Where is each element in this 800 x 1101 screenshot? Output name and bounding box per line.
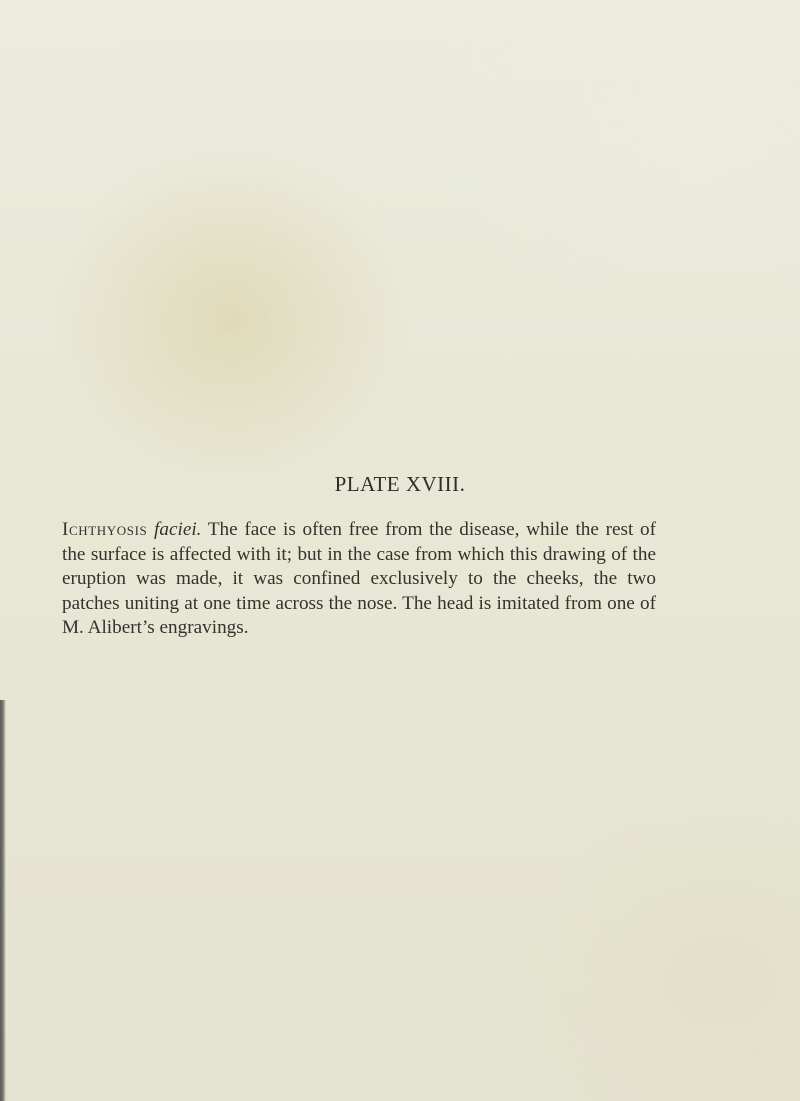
plate-description: [62, 518, 656, 641]
disease-species: faciei.: [154, 519, 202, 540]
description-text: The face is often free from the disease, while the rest of the surface is affected with it; but in the case from which this drawing of the eruption was made, it was confined exclusively to the cheeks, the two patches uniting at one time across the nose. The head is imitated from one of M. Alibert’s engravings.: [62, 519, 657, 639]
binding-shadow: [0, 700, 6, 1101]
disease-term: Ichthyosis: [62, 519, 148, 540]
plate-title: PLATE XVIII.: [334, 472, 466, 496]
